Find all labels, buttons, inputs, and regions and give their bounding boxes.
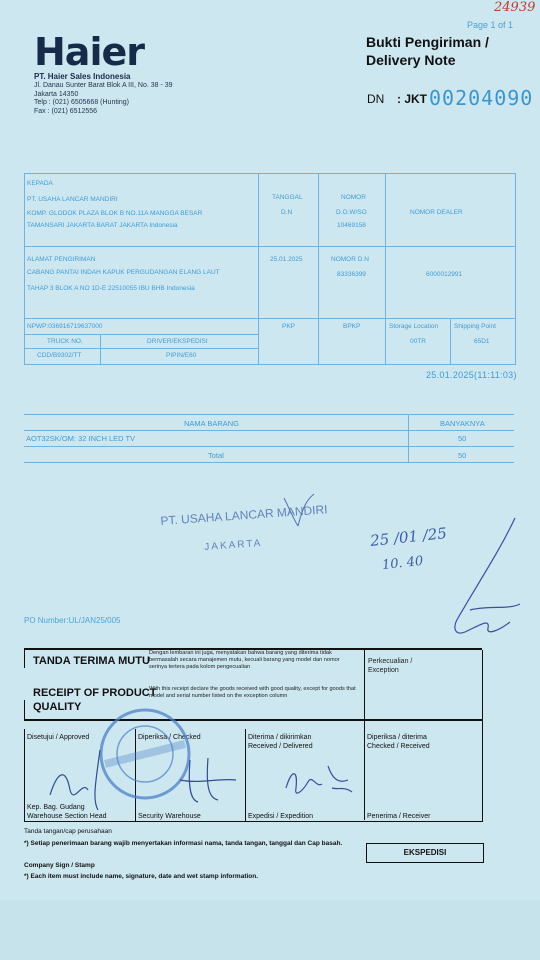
tanggal-label: TANGGAL [272,194,303,201]
signature-divider [245,729,246,821]
item-qty: 50 [458,434,467,443]
sig-expedition: Expedisi / Expedition [248,813,313,820]
sig-delivered [248,733,313,751]
footer-sign-label: Tanda tangan/cap perusahaan [24,828,112,835]
table-divider [24,462,514,463]
telephone: Telp : (021) 6505668 (Hunting) [34,99,129,107]
footer-company-sign: Company Sign / Stamp [24,862,95,869]
sig-delivered-line: Received / Delivered [248,743,313,750]
tanggal-value: D.N [281,209,293,216]
table-divider [100,334,101,364]
copy-label: EKSPEDISI [366,843,484,863]
storage-location-label: Storage Location [389,323,439,330]
page-indicator: Page 1 of 1 [467,20,514,30]
bpkp-label: BPKP [343,323,361,330]
item-name: AOT32SK/OM: 32 INCH LED TV [26,434,136,443]
alamat-line: CABANG PANTAI INDAH KAPUK PERGUDANGAN ELANG LAUT [27,269,220,276]
handwritten-reference: 24939 [494,0,536,15]
driver-label: DRIVER/EKSPEDISI [147,338,208,345]
po-number: PO Number:UL/JAN25/005 [24,616,121,625]
recipient-stamp-city: JAKARTA [204,537,263,553]
kepada-address: TAMANSARI JAKARTA BARAT JAKARTA Indonesia [27,222,178,229]
nomor-label: NOMOR [341,194,366,201]
warehouse-signature [40,740,240,815]
nomor-value: 10469158 [337,222,366,229]
truck-label: TRUCK NO. [47,338,83,345]
company-name: PT. Haier Sales Indonesia [34,72,131,81]
sig-approved: Disetujui / Approved [27,734,90,741]
nomor-dealer-label: NOMOR DEALER [410,209,463,216]
storage-location-value: 00TR [410,338,426,345]
sig-security: Security Warehouse [138,813,201,820]
total-label: Total [208,451,224,460]
table-divider [450,318,451,364]
driver-value: PIPIN/E60 [166,352,197,359]
dealer-value: 6000012991 [426,271,463,278]
footer-note-id: *) Setiap penerimaan barang wajib menyertakan informasi nama, tanda tangan, tanggal dan Cap basah. [24,840,343,847]
dn-prefix: : JKT [397,92,427,106]
signature-divider [24,729,25,821]
table-divider [24,430,514,431]
footer-note-en: *) Each item must include name, signature, date and wet stamp information. [24,873,259,880]
table-divider [24,246,515,247]
receipt-title-id: TANDA TERIMA MUTU [33,655,150,667]
alamat-line: TAHAP 3 BLOK A NO 1D-E 22510055 IBU BHB Indonesia [27,285,195,292]
table-divider [24,348,259,349]
exception-line: Exception [368,667,399,674]
exception-label [368,657,412,675]
table-divider [318,173,319,364]
document-title [366,33,489,69]
recipient-stamp: PT. USAHA LANCAR MANDIRI [160,502,328,528]
address-line: Jl. Danau Sunter Barat Blok A III, No. 38 - 39 [34,82,173,89]
nomor-dn-label: NOMOR D.N [331,256,369,263]
print-timestamp: 25.01.2025(11:11:03) [426,370,517,380]
company-address [34,82,173,116]
nomor-dn-value: 83336399 [337,271,366,278]
sig-section-head-line: Kep. Bag. Gudang [27,804,85,811]
kepada-name: PT. USAHA LANCAR MANDIRI [27,196,118,203]
title-line-1: Bukti Pengiriman / [366,34,489,50]
receipt-title-line: RECEIPT OF PRODUCT [33,687,157,699]
sig-received-line: Checked / Received [367,743,430,750]
receipt-note-id: Dengan lembaran ini juga, menyatakan bahwa barang yang diterima tidak bermasalah secara manajemen mutu, kecuali barang yang model dan nomor serinya tertera pada kolom pengecualian [149,650,340,671]
nomor-sub: D.O.W/SO [336,209,367,216]
kepada-label: KEPADA [27,180,53,187]
receipt-left-bracket [24,700,25,720]
handwritten-time: 10. 40 [381,553,425,574]
pkp-label: PKP [282,323,296,330]
npwp: NPWP:036916719637000 [27,323,103,330]
truck-value: CDD/B9302/TT [37,352,82,359]
sig-received-line: Diperiksa / diterima [367,734,427,741]
table-divider [258,173,259,364]
signature-graphic [430,510,530,650]
receipt-title-line: QUALITY [33,701,82,713]
exception-line: Perkecualian / [368,658,413,665]
receipt-note-en: With this receipt declare the goods received with good quality, except for goods that model and serial number listed on the exception column [149,686,356,700]
shipping-point-value: 65D1 [474,338,490,345]
shipping-point-label: Shipping Point [454,323,496,330]
haier-logo: Haier [34,30,144,74]
sig-delivered-line: Diterima / dikirimkan [248,734,312,741]
expedition-signature [282,758,362,808]
handwritten-mark [280,490,320,530]
total-value: 50 [458,451,467,460]
signature-divider [482,650,483,821]
sig-received [367,733,430,751]
signature-bottom-border [24,821,483,822]
sig-receiver: Penerima / Receiver [367,813,431,820]
receipt-divider [364,650,365,820]
address-line: Jakarta 14350 [34,90,79,98]
table-divider [408,414,409,462]
title-line-2: Delivery Note [366,52,456,68]
table-divider [24,334,259,335]
dn-number: 00204090 [429,86,534,110]
sig-section-head-line: Warehouse Section Head [27,813,107,820]
table-divider [24,446,514,447]
receipt-bottom-border [24,719,482,721]
dn-label: DN [367,92,385,106]
table-divider [385,173,386,364]
handwritten-date: 25 /01 /25 [369,524,448,550]
fax: Fax : (021) 6512556 [34,107,98,115]
kepada-address: KOMP. GLODOK PLAZA BLOK B NO.11A MANGGA BESAR [27,210,203,217]
sig-checked: Diperiksa / Checked [138,734,201,741]
dn-date: 25.01.2025 [270,256,303,263]
receipt-left-bracket [24,648,25,668]
table-divider [24,318,515,319]
alamat-label: ALAMAT PENGIRIMAN [27,256,96,263]
table-divider [24,414,514,415]
col-banyaknya: BANYAKNYA [440,419,485,428]
col-nama-barang: NAMA BARANG [184,419,240,428]
